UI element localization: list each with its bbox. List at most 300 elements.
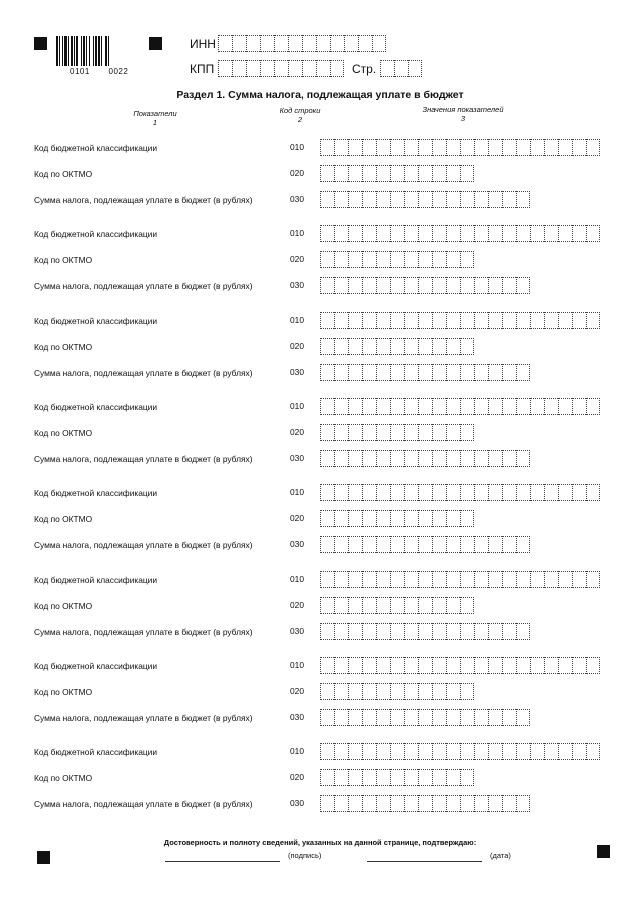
- input-cell[interactable]: [320, 536, 334, 553]
- input-cell[interactable]: [334, 312, 348, 329]
- input-cell[interactable]: [432, 597, 446, 614]
- input-cell[interactable]: [488, 743, 502, 760]
- kbk-field[interactable]: [320, 657, 600, 674]
- input-cell[interactable]: [418, 312, 432, 329]
- input-cell[interactable]: [376, 312, 390, 329]
- input-cell[interactable]: [390, 398, 404, 415]
- input-cell[interactable]: [348, 683, 362, 700]
- input-cell[interactable]: [404, 484, 418, 501]
- input-cell[interactable]: [404, 597, 418, 614]
- input-cell[interactable]: [432, 424, 446, 441]
- input-cell[interactable]: [516, 795, 530, 812]
- input-cell[interactable]: [362, 571, 376, 588]
- input-cell[interactable]: [362, 424, 376, 441]
- input-cell[interactable]: [460, 683, 474, 700]
- input-cell[interactable]: [348, 338, 362, 355]
- input-cell[interactable]: [446, 683, 460, 700]
- input-cell[interactable]: [348, 597, 362, 614]
- input-cell[interactable]: [502, 191, 516, 208]
- input-cell[interactable]: [558, 398, 572, 415]
- input-cell[interactable]: [404, 795, 418, 812]
- input-cell[interactable]: [334, 769, 348, 786]
- input-cell[interactable]: [376, 571, 390, 588]
- input-cell[interactable]: [502, 450, 516, 467]
- tax-amount-field[interactable]: [320, 191, 530, 208]
- input-cell[interactable]: [544, 571, 558, 588]
- input-cell[interactable]: [432, 312, 446, 329]
- input-cell[interactable]: [418, 338, 432, 355]
- input-cell[interactable]: [502, 795, 516, 812]
- input-cell[interactable]: [334, 225, 348, 242]
- tax-amount-field[interactable]: [320, 364, 530, 381]
- input-cell[interactable]: [460, 398, 474, 415]
- input-cell[interactable]: [460, 769, 474, 786]
- input-cell[interactable]: [474, 743, 488, 760]
- input-cell[interactable]: [488, 623, 502, 640]
- input-cell[interactable]: [502, 743, 516, 760]
- input-cell[interactable]: [320, 277, 334, 294]
- input-cell[interactable]: [488, 225, 502, 242]
- input-cell[interactable]: [432, 338, 446, 355]
- oktmo-field[interactable]: [320, 597, 474, 614]
- input-cell[interactable]: [572, 571, 586, 588]
- input-cell[interactable]: [320, 364, 334, 381]
- input-cell[interactable]: [334, 510, 348, 527]
- input-cell[interactable]: [376, 510, 390, 527]
- input-cell[interactable]: [334, 623, 348, 640]
- input-cell[interactable]: [348, 571, 362, 588]
- input-cell[interactable]: [516, 657, 530, 674]
- input-cell[interactable]: [274, 35, 288, 52]
- input-cell[interactable]: [376, 398, 390, 415]
- input-cell[interactable]: [348, 510, 362, 527]
- input-cell[interactable]: [530, 398, 544, 415]
- input-cell[interactable]: [460, 795, 474, 812]
- input-cell[interactable]: [390, 597, 404, 614]
- input-cell[interactable]: [334, 338, 348, 355]
- input-cell[interactable]: [376, 450, 390, 467]
- input-cell[interactable]: [362, 657, 376, 674]
- kbk-field[interactable]: [320, 225, 600, 242]
- input-cell[interactable]: [376, 484, 390, 501]
- input-cell[interactable]: [572, 398, 586, 415]
- input-cell[interactable]: [320, 191, 334, 208]
- input-cell[interactable]: [348, 364, 362, 381]
- input-cell[interactable]: [302, 35, 316, 52]
- input-cell[interactable]: [404, 364, 418, 381]
- input-cell[interactable]: [488, 277, 502, 294]
- input-cell[interactable]: [320, 225, 334, 242]
- input-cell[interactable]: [446, 338, 460, 355]
- input-cell[interactable]: [488, 364, 502, 381]
- input-cell[interactable]: [376, 277, 390, 294]
- input-cell[interactable]: [488, 450, 502, 467]
- input-cell[interactable]: [404, 277, 418, 294]
- input-cell[interactable]: [362, 277, 376, 294]
- input-cell[interactable]: [362, 510, 376, 527]
- input-cell[interactable]: [334, 424, 348, 441]
- input-cell[interactable]: [330, 35, 344, 52]
- input-cell[interactable]: [432, 251, 446, 268]
- input-cell[interactable]: [572, 225, 586, 242]
- input-cell[interactable]: [320, 743, 334, 760]
- input-cell[interactable]: [418, 165, 432, 182]
- input-cell[interactable]: [390, 312, 404, 329]
- input-cell[interactable]: [362, 364, 376, 381]
- input-cell[interactable]: [488, 795, 502, 812]
- input-cell[interactable]: [348, 424, 362, 441]
- input-cell[interactable]: [260, 60, 274, 77]
- oktmo-field[interactable]: [320, 683, 474, 700]
- input-cell[interactable]: [404, 657, 418, 674]
- input-cell[interactable]: [404, 743, 418, 760]
- input-cell[interactable]: [380, 60, 394, 77]
- input-cell[interactable]: [320, 623, 334, 640]
- input-cell[interactable]: [418, 191, 432, 208]
- input-cell[interactable]: [530, 139, 544, 156]
- input-cell[interactable]: [446, 769, 460, 786]
- input-cell[interactable]: [418, 623, 432, 640]
- input-cell[interactable]: [488, 484, 502, 501]
- input-cell[interactable]: [474, 398, 488, 415]
- input-cell[interactable]: [432, 225, 446, 242]
- input-cell[interactable]: [544, 484, 558, 501]
- input-cell[interactable]: [362, 225, 376, 242]
- input-cell[interactable]: [446, 225, 460, 242]
- input-cell[interactable]: [390, 251, 404, 268]
- input-cell[interactable]: [404, 191, 418, 208]
- input-cell[interactable]: [362, 623, 376, 640]
- input-cell[interactable]: [432, 743, 446, 760]
- input-cell[interactable]: [418, 277, 432, 294]
- tax-amount-field[interactable]: [320, 536, 530, 553]
- input-cell[interactable]: [348, 709, 362, 726]
- input-cell[interactable]: [390, 277, 404, 294]
- input-cell[interactable]: [516, 623, 530, 640]
- input-cell[interactable]: [418, 139, 432, 156]
- input-cell[interactable]: [232, 60, 246, 77]
- input-cell[interactable]: [502, 571, 516, 588]
- input-cell[interactable]: [362, 597, 376, 614]
- input-cell[interactable]: [474, 225, 488, 242]
- input-cell[interactable]: [502, 398, 516, 415]
- input-cell[interactable]: [432, 191, 446, 208]
- input-cell[interactable]: [502, 139, 516, 156]
- input-cell[interactable]: [320, 683, 334, 700]
- input-cell[interactable]: [362, 683, 376, 700]
- input-cell[interactable]: [320, 597, 334, 614]
- input-cell[interactable]: [390, 338, 404, 355]
- input-cell[interactable]: [474, 709, 488, 726]
- input-cell[interactable]: [460, 277, 474, 294]
- input-cell[interactable]: [418, 657, 432, 674]
- input-cell[interactable]: [376, 683, 390, 700]
- input-cell[interactable]: [502, 623, 516, 640]
- input-cell[interactable]: [348, 139, 362, 156]
- input-cell[interactable]: [288, 35, 302, 52]
- tax-amount-field[interactable]: [320, 277, 530, 294]
- input-cell[interactable]: [418, 364, 432, 381]
- input-cell[interactable]: [260, 35, 274, 52]
- input-cell[interactable]: [320, 450, 334, 467]
- input-cell[interactable]: [446, 510, 460, 527]
- input-cell[interactable]: [544, 139, 558, 156]
- input-cell[interactable]: [358, 35, 372, 52]
- input-cell[interactable]: [376, 364, 390, 381]
- input-cell[interactable]: [474, 571, 488, 588]
- input-cell[interactable]: [334, 484, 348, 501]
- input-cell[interactable]: [320, 769, 334, 786]
- input-cell[interactable]: [572, 657, 586, 674]
- input-cell[interactable]: [246, 35, 260, 52]
- input-cell[interactable]: [334, 450, 348, 467]
- input-cell[interactable]: [446, 398, 460, 415]
- input-cell[interactable]: [362, 769, 376, 786]
- input-cell[interactable]: [446, 139, 460, 156]
- input-cell[interactable]: [390, 424, 404, 441]
- input-cell[interactable]: [558, 312, 572, 329]
- input-cell[interactable]: [432, 398, 446, 415]
- input-cell[interactable]: [572, 312, 586, 329]
- input-cell[interactable]: [474, 277, 488, 294]
- input-cell[interactable]: [390, 510, 404, 527]
- input-cell[interactable]: [516, 364, 530, 381]
- input-cell[interactable]: [488, 709, 502, 726]
- input-cell[interactable]: [376, 165, 390, 182]
- input-cell[interactable]: [376, 139, 390, 156]
- input-cell[interactable]: [334, 795, 348, 812]
- input-cell[interactable]: [404, 450, 418, 467]
- input-cell[interactable]: [334, 364, 348, 381]
- kbk-field[interactable]: [320, 139, 600, 156]
- input-cell[interactable]: [376, 191, 390, 208]
- input-cell[interactable]: [446, 312, 460, 329]
- input-cell[interactable]: [502, 312, 516, 329]
- input-cell[interactable]: [516, 398, 530, 415]
- input-cell[interactable]: [460, 191, 474, 208]
- kbk-field[interactable]: [320, 571, 600, 588]
- kbk-field[interactable]: [320, 312, 600, 329]
- input-cell[interactable]: [474, 484, 488, 501]
- input-cell[interactable]: [432, 769, 446, 786]
- input-cell[interactable]: [558, 743, 572, 760]
- input-cell[interactable]: [362, 139, 376, 156]
- input-cell[interactable]: [334, 709, 348, 726]
- input-cell[interactable]: [348, 277, 362, 294]
- input-cell[interactable]: [460, 338, 474, 355]
- input-cell[interactable]: [348, 623, 362, 640]
- oktmo-field[interactable]: [320, 338, 474, 355]
- input-cell[interactable]: [246, 60, 260, 77]
- input-cell[interactable]: [218, 35, 232, 52]
- page-number-field[interactable]: [380, 60, 422, 77]
- input-cell[interactable]: [320, 338, 334, 355]
- kbk-field[interactable]: [320, 398, 600, 415]
- input-cell[interactable]: [404, 424, 418, 441]
- input-cell[interactable]: [334, 277, 348, 294]
- input-cell[interactable]: [502, 657, 516, 674]
- input-cell[interactable]: [432, 364, 446, 381]
- input-cell[interactable]: [418, 398, 432, 415]
- input-cell[interactable]: [446, 743, 460, 760]
- input-cell[interactable]: [432, 683, 446, 700]
- input-cell[interactable]: [474, 364, 488, 381]
- input-cell[interactable]: [390, 139, 404, 156]
- input-cell[interactable]: [404, 709, 418, 726]
- input-cell[interactable]: [530, 484, 544, 501]
- input-cell[interactable]: [432, 623, 446, 640]
- input-cell[interactable]: [460, 139, 474, 156]
- input-cell[interactable]: [432, 657, 446, 674]
- input-cell[interactable]: [446, 277, 460, 294]
- input-cell[interactable]: [348, 312, 362, 329]
- input-cell[interactable]: [586, 312, 600, 329]
- input-cell[interactable]: [474, 312, 488, 329]
- input-cell[interactable]: [376, 769, 390, 786]
- input-cell[interactable]: [418, 683, 432, 700]
- input-cell[interactable]: [334, 251, 348, 268]
- input-cell[interactable]: [376, 623, 390, 640]
- input-cell[interactable]: [348, 657, 362, 674]
- input-cell[interactable]: [558, 225, 572, 242]
- oktmo-field[interactable]: [320, 165, 474, 182]
- input-cell[interactable]: [474, 795, 488, 812]
- input-cell[interactable]: [460, 510, 474, 527]
- input-cell[interactable]: [320, 398, 334, 415]
- input-cell[interactable]: [418, 769, 432, 786]
- input-cell[interactable]: [460, 536, 474, 553]
- input-cell[interactable]: [488, 657, 502, 674]
- input-cell[interactable]: [446, 795, 460, 812]
- input-cell[interactable]: [488, 536, 502, 553]
- input-cell[interactable]: [390, 536, 404, 553]
- input-cell[interactable]: [320, 510, 334, 527]
- input-cell[interactable]: [460, 424, 474, 441]
- input-cell[interactable]: [348, 769, 362, 786]
- input-cell[interactable]: [348, 225, 362, 242]
- input-cell[interactable]: [460, 450, 474, 467]
- input-cell[interactable]: [516, 484, 530, 501]
- input-cell[interactable]: [516, 536, 530, 553]
- oktmo-field[interactable]: [320, 769, 474, 786]
- input-cell[interactable]: [516, 709, 530, 726]
- input-cell[interactable]: [544, 657, 558, 674]
- input-cell[interactable]: [376, 709, 390, 726]
- input-cell[interactable]: [376, 597, 390, 614]
- input-cell[interactable]: [432, 510, 446, 527]
- input-cell[interactable]: [334, 657, 348, 674]
- input-cell[interactable]: [460, 709, 474, 726]
- input-cell[interactable]: [544, 312, 558, 329]
- input-cell[interactable]: [362, 165, 376, 182]
- input-cell[interactable]: [446, 450, 460, 467]
- date-line[interactable]: [367, 861, 482, 862]
- input-cell[interactable]: [320, 657, 334, 674]
- input-cell[interactable]: [404, 312, 418, 329]
- input-cell[interactable]: [320, 709, 334, 726]
- input-cell[interactable]: [372, 35, 386, 52]
- input-cell[interactable]: [390, 450, 404, 467]
- input-cell[interactable]: [460, 251, 474, 268]
- oktmo-field[interactable]: [320, 510, 474, 527]
- input-cell[interactable]: [488, 312, 502, 329]
- input-cell[interactable]: [376, 338, 390, 355]
- input-cell[interactable]: [330, 60, 344, 77]
- input-cell[interactable]: [390, 191, 404, 208]
- inn-field[interactable]: [218, 35, 386, 52]
- input-cell[interactable]: [334, 571, 348, 588]
- input-cell[interactable]: [390, 795, 404, 812]
- input-cell[interactable]: [218, 60, 232, 77]
- input-cell[interactable]: [516, 450, 530, 467]
- input-cell[interactable]: [404, 571, 418, 588]
- input-cell[interactable]: [488, 139, 502, 156]
- input-cell[interactable]: [232, 35, 246, 52]
- input-cell[interactable]: [432, 795, 446, 812]
- input-cell[interactable]: [516, 743, 530, 760]
- input-cell[interactable]: [502, 225, 516, 242]
- input-cell[interactable]: [418, 424, 432, 441]
- input-cell[interactable]: [460, 743, 474, 760]
- input-cell[interactable]: [418, 484, 432, 501]
- input-cell[interactable]: [432, 139, 446, 156]
- input-cell[interactable]: [362, 191, 376, 208]
- input-cell[interactable]: [502, 364, 516, 381]
- input-cell[interactable]: [516, 312, 530, 329]
- input-cell[interactable]: [334, 743, 348, 760]
- input-cell[interactable]: [320, 165, 334, 182]
- input-cell[interactable]: [446, 657, 460, 674]
- input-cell[interactable]: [348, 398, 362, 415]
- input-cell[interactable]: [516, 139, 530, 156]
- input-cell[interactable]: [390, 709, 404, 726]
- input-cell[interactable]: [446, 623, 460, 640]
- input-cell[interactable]: [544, 225, 558, 242]
- input-cell[interactable]: [334, 165, 348, 182]
- signature-line[interactable]: [165, 861, 280, 862]
- input-cell[interactable]: [558, 657, 572, 674]
- input-cell[interactable]: [446, 165, 460, 182]
- input-cell[interactable]: [558, 484, 572, 501]
- input-cell[interactable]: [404, 165, 418, 182]
- input-cell[interactable]: [348, 165, 362, 182]
- input-cell[interactable]: [316, 60, 330, 77]
- input-cell[interactable]: [404, 338, 418, 355]
- input-cell[interactable]: [362, 338, 376, 355]
- input-cell[interactable]: [334, 191, 348, 208]
- input-cell[interactable]: [432, 165, 446, 182]
- input-cell[interactable]: [586, 657, 600, 674]
- input-cell[interactable]: [344, 35, 358, 52]
- input-cell[interactable]: [362, 251, 376, 268]
- input-cell[interactable]: [502, 277, 516, 294]
- input-cell[interactable]: [516, 225, 530, 242]
- input-cell[interactable]: [348, 251, 362, 268]
- input-cell[interactable]: [516, 571, 530, 588]
- input-cell[interactable]: [320, 139, 334, 156]
- input-cell[interactable]: [572, 139, 586, 156]
- input-cell[interactable]: [460, 225, 474, 242]
- input-cell[interactable]: [446, 251, 460, 268]
- kbk-field[interactable]: [320, 484, 600, 501]
- input-cell[interactable]: [418, 536, 432, 553]
- input-cell[interactable]: [572, 743, 586, 760]
- input-cell[interactable]: [376, 743, 390, 760]
- input-cell[interactable]: [586, 398, 600, 415]
- input-cell[interactable]: [390, 743, 404, 760]
- tax-amount-field[interactable]: [320, 450, 530, 467]
- input-cell[interactable]: [460, 312, 474, 329]
